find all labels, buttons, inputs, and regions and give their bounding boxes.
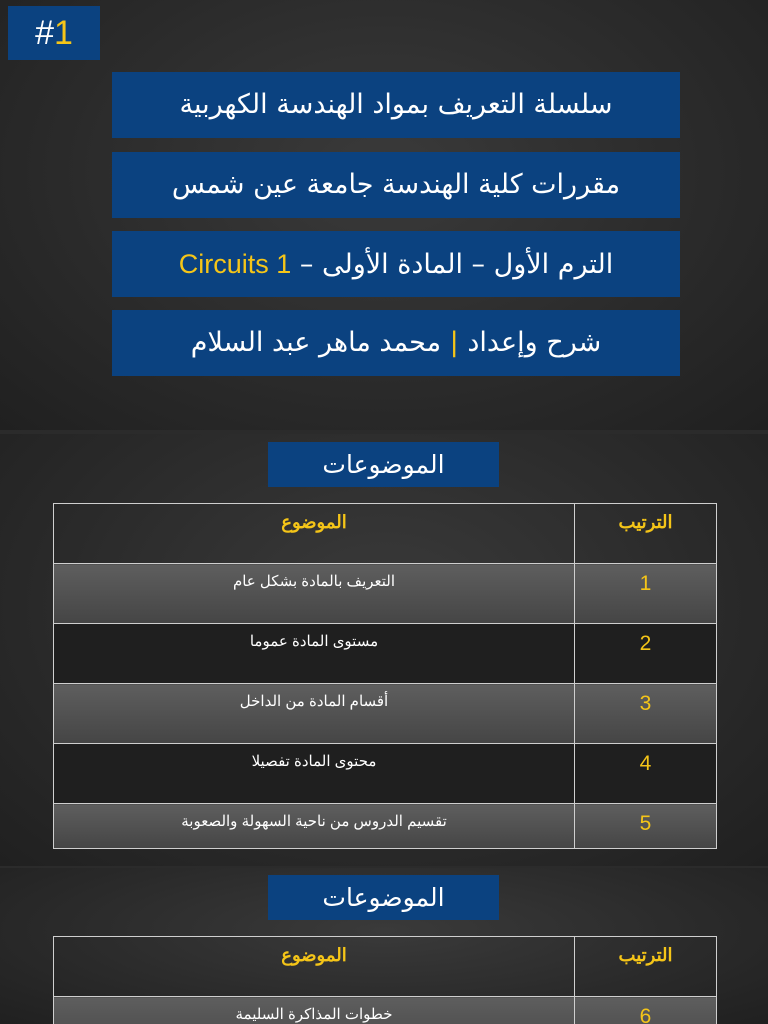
- table-header-row: [54, 504, 717, 564]
- row-rank: 6: [575, 997, 717, 1024]
- row-topic: خطوات المذاكرة السليمة: [54, 997, 575, 1024]
- faculty-banner: [112, 152, 680, 218]
- topic-header: الموضوع: [54, 504, 575, 564]
- row-rank: 1: [575, 564, 717, 624]
- topics-slide-2: [0, 868, 768, 1024]
- table-header-row: [54, 937, 717, 997]
- author-banner: [112, 310, 680, 376]
- term-prefix: الترم الأول – المادة الأولى –: [299, 249, 614, 280]
- author-prefix: شرح وإعداد: [467, 327, 602, 358]
- topics-title: الموضوعات: [268, 875, 499, 920]
- row-rank: 3: [575, 684, 717, 744]
- row-topic: أقسام المادة من الداخل: [54, 684, 575, 744]
- row-topic: محتوى المادة تفصيلا: [54, 744, 575, 804]
- row-topic: تقسيم الدروس من ناحية السهولة والصعوبة: [54, 804, 575, 849]
- faculty-text: مقررات كلية الهندسة جامعة عين شمس: [171, 169, 621, 200]
- topics-table: [53, 936, 717, 1024]
- table-row: [54, 804, 717, 849]
- row-rank: 2: [575, 624, 717, 684]
- table-row: [54, 997, 717, 1024]
- badge-hash: #: [35, 14, 54, 52]
- table-row: [54, 624, 717, 684]
- table-row: [54, 564, 717, 624]
- rank-header: الترتيب: [575, 937, 717, 997]
- row-topic: التعريف بالمادة بشكل عام: [54, 564, 575, 624]
- title-slide: [0, 0, 768, 430]
- topics-slide-1: [0, 434, 768, 866]
- table-row: [54, 684, 717, 744]
- slide-number-badge: [8, 6, 100, 60]
- series-banner: [112, 72, 680, 138]
- table-row: [54, 744, 717, 804]
- row-rank: 4: [575, 744, 717, 804]
- series-text: سلسلة التعريف بمواد الهندسة الكهربية: [179, 89, 613, 120]
- course-name: Circuits 1: [178, 249, 292, 279]
- rank-header: الترتيب: [575, 504, 717, 564]
- row-rank: 5: [575, 804, 717, 849]
- topics-table: [53, 503, 717, 849]
- author-separator: |: [449, 327, 459, 358]
- row-topic: مستوى المادة عموما: [54, 624, 575, 684]
- topics-title: الموضوعات: [268, 442, 499, 487]
- topic-header: الموضوع: [54, 937, 575, 997]
- author-name: محمد ماهر عبد السلام: [190, 327, 442, 358]
- badge-number: 1: [54, 14, 73, 52]
- term-banner: [112, 231, 680, 297]
